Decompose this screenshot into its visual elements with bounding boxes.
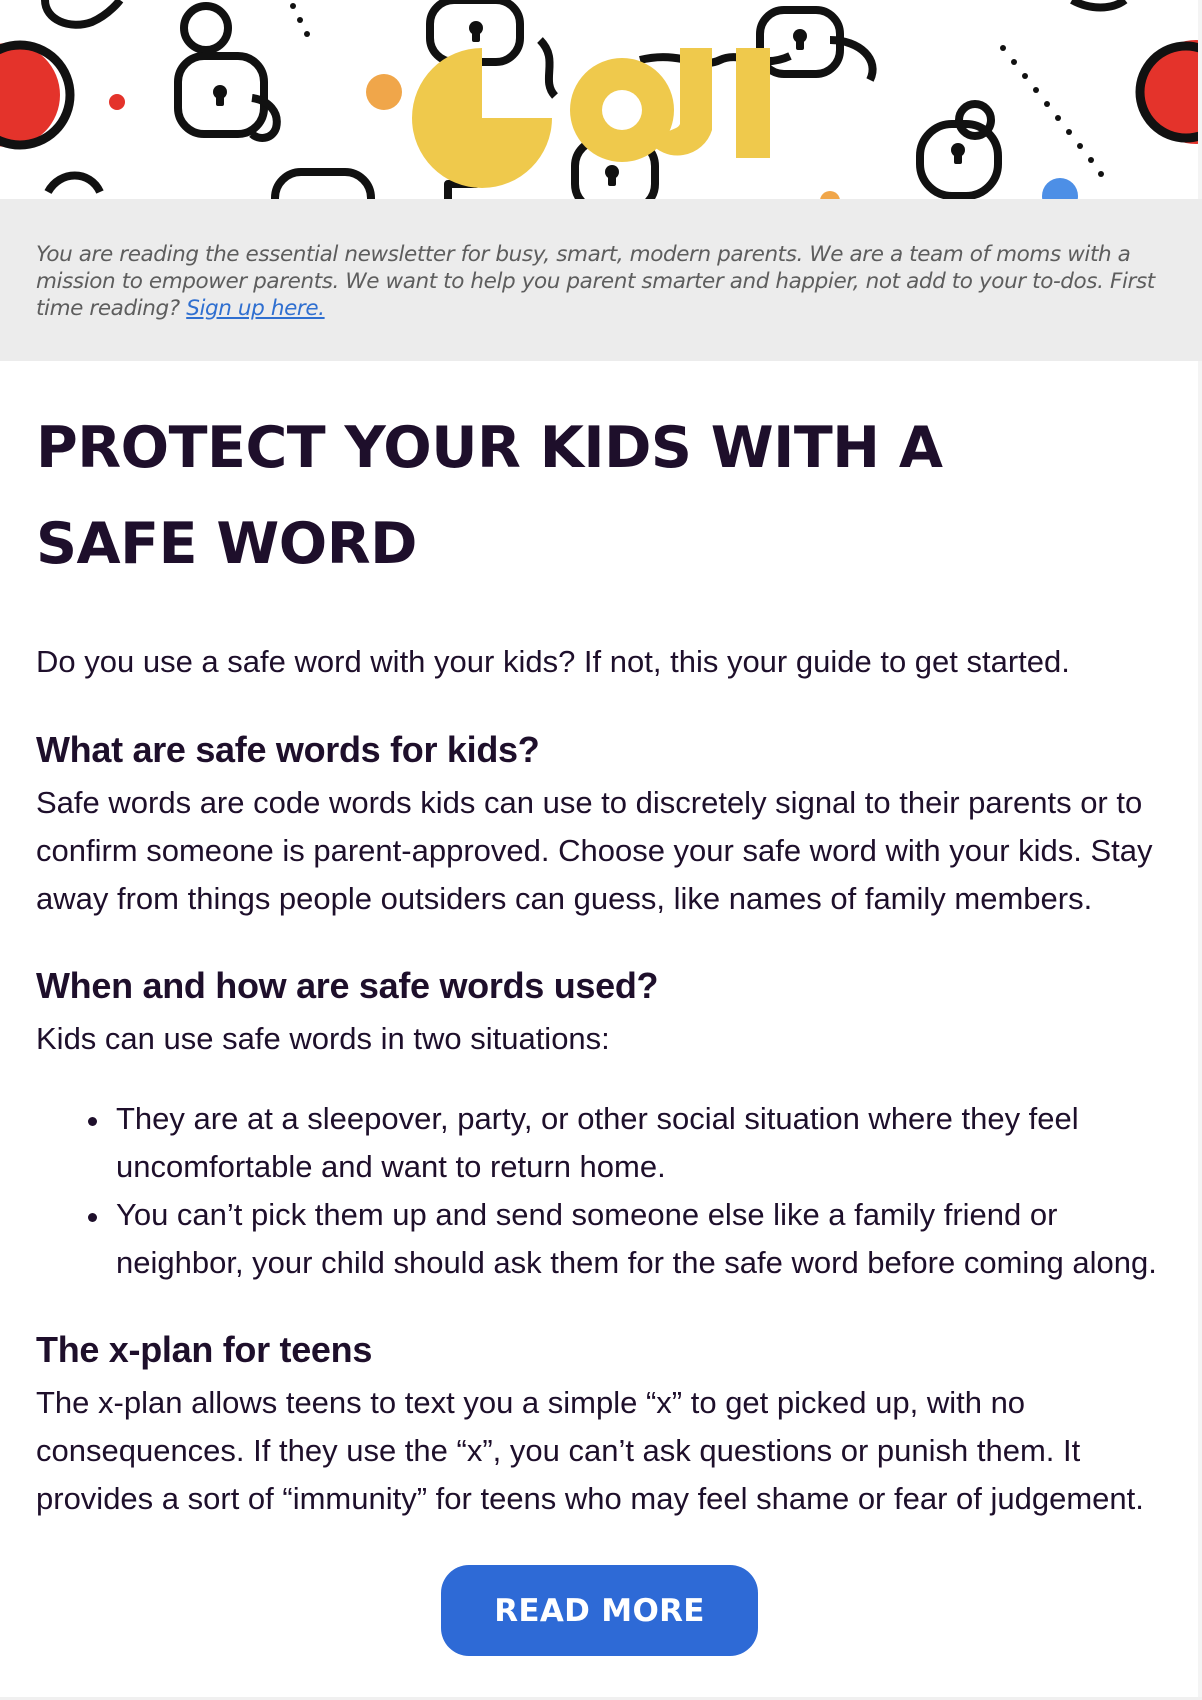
list-item [36, 1095, 1166, 1191]
section-body-when: Kids can use safe words in two situations: [36, 1021, 610, 1056]
article [36, 400, 1166, 1516]
section-heading-what: What are safe words for kids? [36, 729, 540, 770]
section-body-what: Safe words are code words kids can use to discretely signal to their parents or to confirm someone is parent-approved. Choose your safe word with your kids. Stay away from things people outsiders can guess, like names of family members. [36, 785, 1153, 916]
sign-up-link[interactable]: Sign up here. [186, 296, 325, 321]
list-item [36, 1191, 1166, 1287]
intro-text [36, 241, 1166, 322]
section-heading-xplan: The x-plan for teens [36, 1329, 373, 1370]
article-lede: Do you use a safe word with your kids? If not, this your guide to get started. [36, 644, 1070, 679]
list-item-text: You can’t pick them up and send someone else like a family friend or neighbor, your child should ask them for the safe word before coming along. [116, 1197, 1157, 1280]
intro-strip [0, 199, 1202, 361]
bullet-icon [88, 1213, 97, 1222]
bullet-icon [88, 1117, 97, 1126]
section-body-xplan: The x-plan allows teens to text you a simple “x” to get picked up, with no consequences. If they use the “x”, you can’t ask questions or punish them. It provides a sort of “immunity” for teens who may feel shame or fear of judgement. [36, 1385, 1144, 1516]
read-more-button[interactable]: READ MORE [441, 1565, 758, 1656]
header-banner [0, 0, 1202, 199]
situations-list [36, 1095, 1166, 1287]
list-item-text: They are at a sleepover, party, or other social situation where they feel uncomfortable and want to return home. [116, 1101, 1079, 1184]
intro-copy: You are reading the essential newsletter for busy, smart, modern parents. We are a team of moms with a mission to empower parents. We want to help you parent smarter and happier, not add to your to-dos. First time reading? [36, 242, 1155, 321]
article-title: PROTECT YOUR KIDS WITH A SAFE WORD [36, 415, 943, 577]
goji-logo [412, 48, 770, 188]
section-heading-when: When and how are safe words used? [36, 965, 659, 1006]
banner-illustration [0, 0, 1202, 199]
